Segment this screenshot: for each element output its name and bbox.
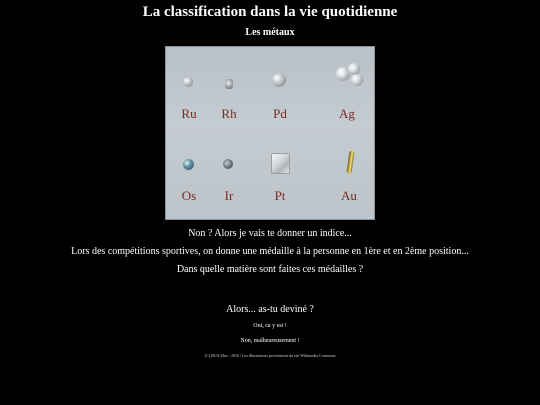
sample-pd bbox=[257, 69, 303, 145]
prompt-text: Non ? Alors je vais te donner un indice... bbox=[188, 228, 352, 239]
ruthenium-bead bbox=[183, 77, 193, 87]
iridium-bead bbox=[223, 159, 233, 169]
symbol-au: Au bbox=[341, 188, 357, 203]
osmium-bead bbox=[183, 159, 194, 170]
answer-yes-link[interactable]: Oui, ca y est ! bbox=[253, 323, 287, 329]
hint-text: Lors des compétitions sportives, on donne une médaille à la personne en 1ère et en 2ème position... bbox=[71, 246, 469, 257]
sample-pt bbox=[257, 151, 303, 220]
sample-ir bbox=[206, 151, 252, 220]
platinum-cube bbox=[271, 153, 290, 174]
silver-bead-3 bbox=[351, 74, 363, 86]
gold-sample bbox=[346, 151, 354, 173]
symbol-ru: Ru bbox=[181, 106, 197, 121]
answer-no-link[interactable]: Non, malheureusement ! bbox=[240, 338, 300, 344]
palladium-bead bbox=[272, 73, 286, 87]
sample-au bbox=[326, 151, 372, 220]
symbol-rh: Rh bbox=[221, 106, 237, 121]
question-text: Dans quelle matière sont faites ces médailles ? bbox=[176, 264, 364, 275]
symbol-os: Os bbox=[181, 188, 197, 203]
sample-rh bbox=[206, 69, 252, 145]
symbol-ag: Ag bbox=[339, 106, 355, 121]
symbol-pt: Pt bbox=[274, 188, 286, 203]
sample-ag bbox=[324, 61, 370, 137]
section-title: Les métaux bbox=[245, 27, 295, 38]
metals-photo bbox=[165, 46, 375, 220]
rhodium-sample bbox=[225, 79, 233, 89]
symbol-ir: Ir bbox=[224, 188, 234, 203]
page-title: La classification dans la vie quotidienne bbox=[142, 4, 398, 20]
footer-credit: (C) HUA Mao - 2010 / Les illustrations proviennent du site Wikimedia Commons bbox=[204, 353, 336, 358]
guess-question: Alors... as-tu deviné ? bbox=[226, 304, 314, 315]
symbol-pd: Pd bbox=[273, 106, 287, 121]
